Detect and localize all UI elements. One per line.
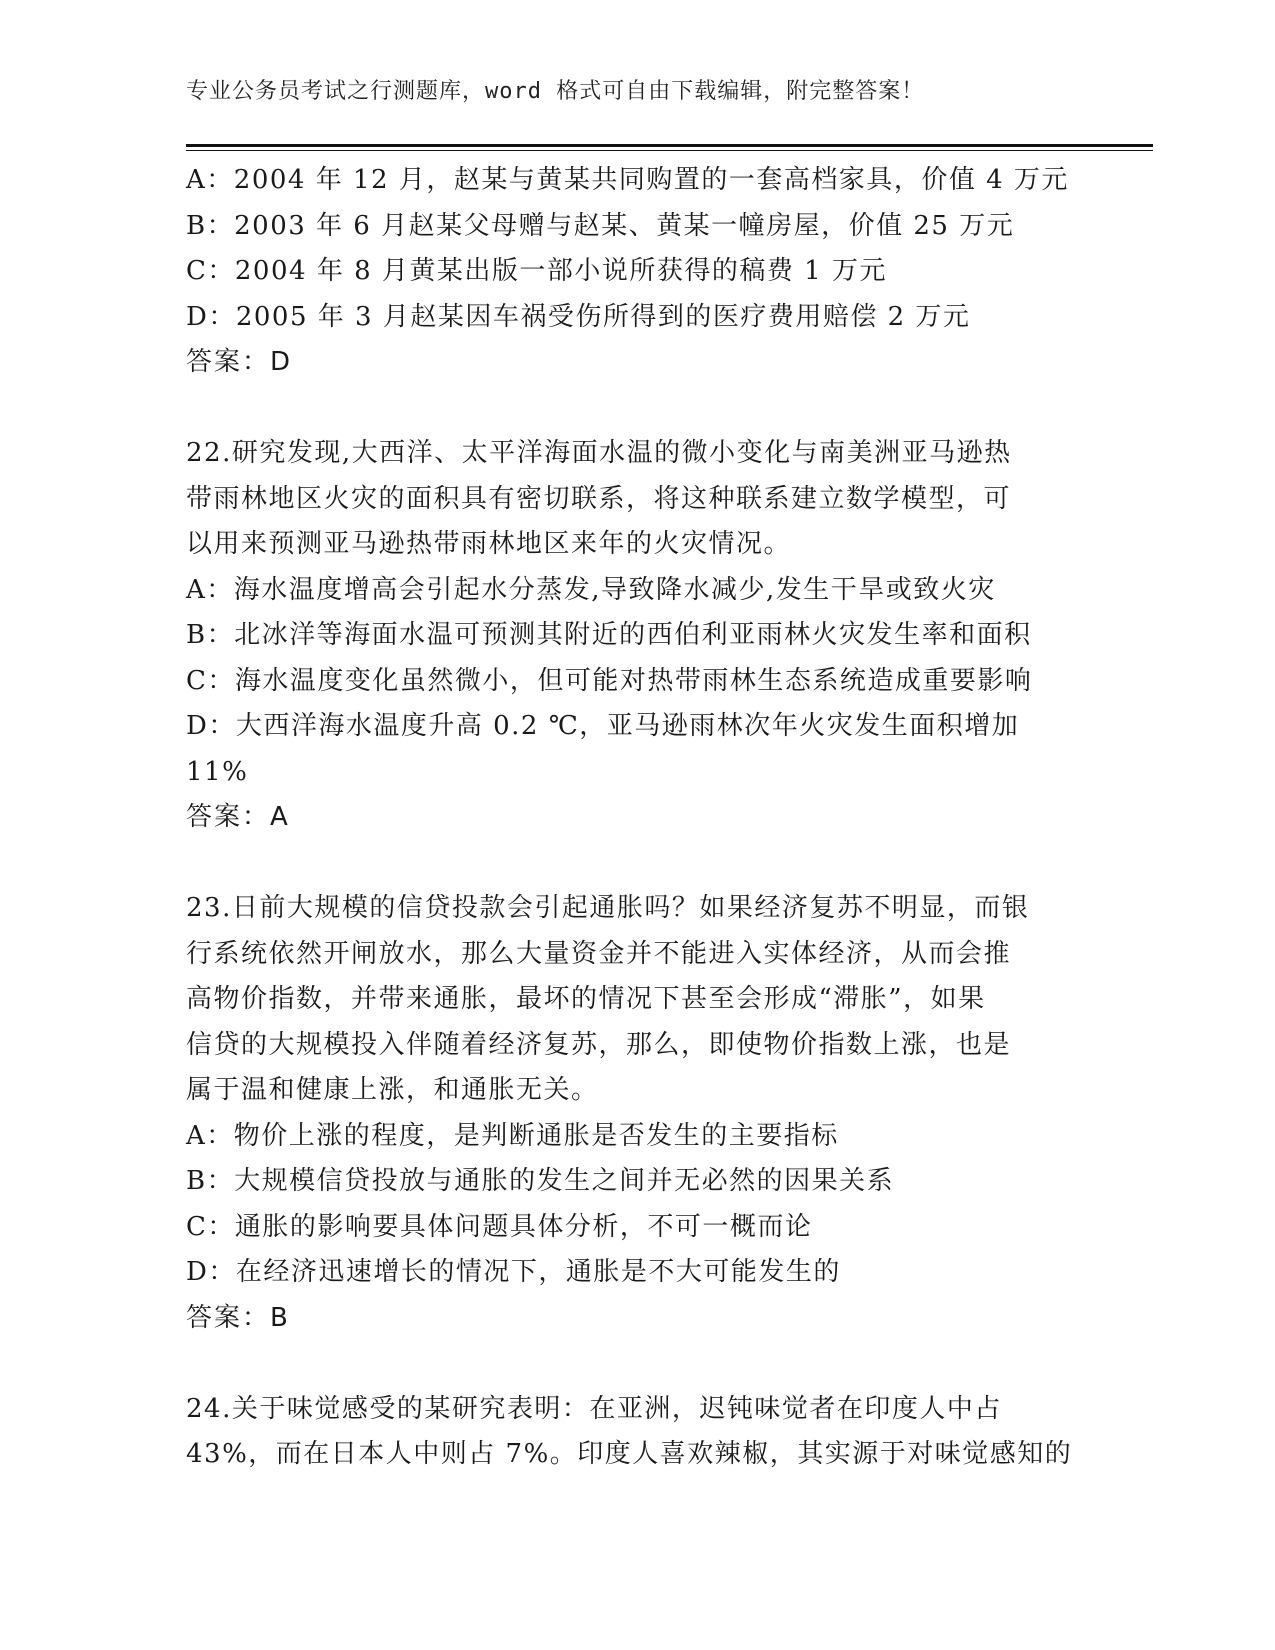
q24-stem-line: 24.关于味觉感受的某研究表明：在亚洲，迟钝味觉者在印度人中占	[186, 1393, 1002, 1424]
q23-option-a: A：物价上涨的程度，是判断通胀是否发生的主要指标	[186, 1120, 839, 1151]
q23-option-b: B：大规模信贷投放与通胀的发生之间并无必然的因果关系	[186, 1166, 895, 1196]
q22-option-c: C：海水温度变化虽然微小，但可能对热带雨林生态系统造成重要影响	[186, 665, 1033, 696]
header-rule-thin	[186, 150, 1153, 151]
q22-option-a: A：海水温度增高会引起水分蒸发,导致降水减少,发生干旱或致火灾	[186, 574, 996, 605]
q21-answer: 答案：D	[186, 347, 293, 377]
header-rule-thick	[186, 144, 1153, 147]
q23-stem-line: 属于温和健康上涨，和通胀无关。	[186, 1075, 599, 1105]
q23-stem-line: 高物价指数，并带来通胀，最坏的情况下甚至会形成“滞胀”，如果	[186, 984, 986, 1014]
q22-stem-line: 带雨林地区火灾的面积具有密切联系，将这种联系建立数学模型，可	[186, 483, 1012, 514]
q23-stem-line: 行系统依然开闸放水，那么大量资金并不能进入实体经济，从而会推	[186, 938, 1012, 969]
q22-stem-line: 以用来预测亚马逊热带雨林地区来年的火灾情况。	[186, 529, 792, 559]
page-header: 专业公务员考试之行测题库，word 格式可自由下载编辑，附完整答案！	[186, 79, 925, 104]
q23-answer: 答案：B	[186, 1302, 290, 1333]
q22-answer: 答案：A	[186, 802, 290, 832]
q21-option-d: D：2005 年 3 月赵某因车祸受伤所得到的医疗费用赔偿 2 万元	[186, 301, 971, 332]
q21-option-c: C：2004 年 8 月黄某出版一部小说所获得的稿费 1 万元	[186, 256, 887, 286]
q23-stem-line: 信贷的大规模投入伴随着经济复苏，那么，即使物价指数上涨，也是	[186, 1029, 1012, 1060]
q23-option-c: C：通胀的影响要具体问题具体分析，不可一概而论	[186, 1211, 813, 1242]
spacer	[186, 841, 1086, 887]
q22-option-b: B：北冰洋等海面水温可预测其附近的西伯利亚雨林火灾发生率和面积	[186, 620, 1032, 650]
question-content	[186, 158, 1086, 1478]
q21-option-b: B：2003 年 6 月赵某父母赠与赵某、黄某一幢房屋，价值 25 万元	[186, 210, 1015, 241]
spacer	[186, 386, 1086, 432]
q22-option-d: D：大西洋海水温度升高 0.2 ℃，亚马逊雨林次年火灾发生面积增加	[186, 711, 1020, 741]
q22-stem-line: 22.研究发现,大西洋、太平洋海面水温的微小变化与南美洲亚马逊热	[186, 438, 1012, 468]
q22-option-d-cont: 11%	[186, 756, 249, 787]
spacer	[186, 1341, 1086, 1387]
q23-option-d: D：在经济迅速增长的情况下，通胀是不大可能发生的	[186, 1257, 841, 1287]
q24-stem-line: 43%，而在日本人中则占 7%。印度人喜欢辣椒，其实源于对味觉感知的	[186, 1439, 1073, 1469]
q21-option-a: A：2004 年 12 月，赵某与黄某共同购置的一套高档家具，价值 4 万元	[186, 165, 1069, 195]
q23-stem-line: 23.日前大规模的信贷投款会引起通胀吗？如果经济复苏不明显，而银	[186, 893, 1030, 923]
